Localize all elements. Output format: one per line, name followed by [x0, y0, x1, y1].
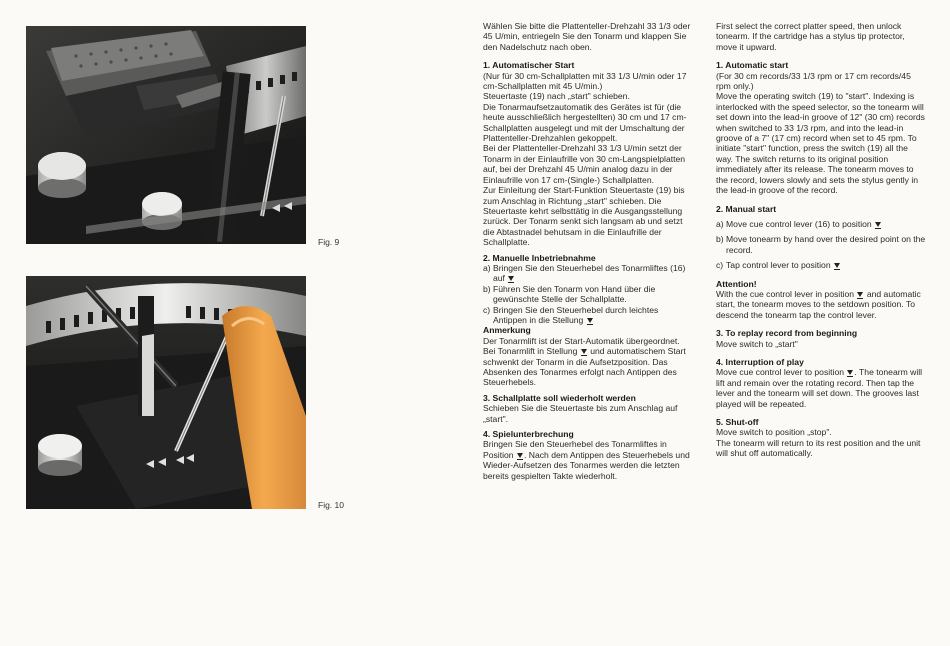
- section-heading: 3. To replay record from beginning: [716, 328, 858, 339]
- list-text: Move tonearm by hand over the desired point on the record.: [726, 234, 926, 255]
- list-item: [483, 305, 693, 326]
- paragraph: (For 30 cm records/33 1/3 rpm or 17 cm records/45 rpm only.): [716, 70, 911, 92]
- list-text: Führen Sie den Tonarm von Hand über die gewünschte Stelle der Schallplatte.: [493, 283, 656, 305]
- lever-down-icon: [508, 276, 514, 282]
- paragraph-text: Bringen Sie den Steuerhebel des Tonarmliftes in Position: [483, 439, 667, 460]
- paragraph-text: und automatischem Start schwenkt der Tonarm in die Aufsetzposition. Das Absenken des Tonarmes erfolgt nach Antippen des Steuerhebels.: [483, 346, 686, 388]
- lever-down-icon: [847, 370, 853, 376]
- paragraph: Zur Einleitung der Start-Funktion Steuertaste (19) bis zum Anschlag in Richtung „start" schieben. Die Steuertaste kehrt selbsttätig in die Ausgangsstellung zurück. Der Tonarm senkt sich langsam ab und setzt die Abtastnadel behutsam in die Einlaufrille der Schallplatte.: [483, 185, 685, 248]
- list-text: Bringen Sie den Steuerhebel durch leichtes Antippen in die Stellung: [493, 304, 659, 325]
- list-item: [716, 260, 926, 270]
- paragraph-text: and automatic start, the tonearm moves to the setdown position. To descend the tonearm tap the control lever.: [716, 288, 921, 320]
- list-item: [483, 284, 693, 305]
- list-item: [483, 263, 693, 284]
- section-heading: 5. Shut-off: [716, 417, 759, 427]
- section-heading: Anmerkung: [483, 325, 531, 336]
- section-heading: 1. Automatischer Start: [483, 60, 575, 71]
- english-column: [716, 21, 926, 459]
- lever-down-icon: [857, 292, 863, 298]
- lever-down-icon: [517, 453, 523, 459]
- lever-down-icon: [587, 318, 593, 324]
- paragraph: [716, 289, 926, 320]
- fig9-photo: [26, 26, 306, 244]
- paragraph: Move switch to position „stop".: [716, 427, 832, 438]
- section-heading: 2. Manuelle Inbetriebnahme: [483, 252, 596, 263]
- list-marker: b): [483, 283, 491, 294]
- lever-down-icon: [581, 349, 587, 355]
- list-item: [716, 234, 926, 255]
- list-text: Move cue control lever (16) to position: [726, 218, 872, 229]
- section-heading: 3. Schallplatte soll wiederholt werden: [483, 392, 636, 403]
- paragraph: Move the operating switch (19) to "start". Indexing is interlocked with the speed selector, so the tonearm will set down into the lead-in groove of 12" (30 cm) records when switched to 33 1/3 rpm, and into the lead-in groove of a 7" (17 cm) record when set to 45 rpm. To initiate "start" function, press the switch (19) all the way. The switch returns to its original position immediately after its release. The tonearm moves to the record, lowers slowly and sets the stylus gently in the lead-in groove of the record.: [716, 91, 925, 196]
- paragraph: Schieben Sie die Steuertaste bis zum Anschlag auf „start".: [483, 403, 678, 424]
- list-marker: a): [483, 262, 491, 273]
- fig10-photo: [26, 276, 306, 509]
- paragraph: Steuertaste (19) nach „start" schieben.: [483, 91, 630, 102]
- paragraph-text: . The tonearm will lift and remain over the rotating record. Then tap the lever and the tonearm will set down. The grooves last played will be repeated.: [716, 367, 923, 409]
- paragraph: (Nur für 30 cm-Schallplatten mit 33 1/3 U/min oder 17 cm-Schallplatten mit 45 U/min.): [483, 70, 687, 92]
- paragraph: [483, 439, 693, 481]
- paragraph: [716, 367, 926, 409]
- list-item: [716, 219, 926, 229]
- figure-caption: Fig. 9: [318, 237, 340, 247]
- lever-down-icon: [834, 263, 840, 269]
- section-heading: 2. Manual start: [716, 203, 777, 214]
- list-text: Tap control lever to position: [726, 260, 831, 271]
- paragraph-text: Move cue control lever to position: [716, 367, 845, 378]
- section-heading: 4. Interruption of play: [716, 356, 804, 367]
- intro-text: Wählen Sie bitte die Plattenteller-Drehzahl 33 1/3 oder 45 U/min, entriegeln Sie den Tonarm und klappen Sie den Nadelschutz nach oben.: [483, 21, 691, 52]
- paragraph: Bei der Plattenteller-Drehzahl 33 1/3 U/min setzt der Tonarm in der Einlaufrille von 30 cm-Langspielplatten auf, bei der Drehzahl 45 U/min analog dazu in der Einlaufrille von 17 cm-(Single-) Schallplatten.: [483, 143, 686, 185]
- section-heading: 1. Automatic start: [716, 60, 789, 71]
- list-marker: c): [716, 260, 724, 271]
- intro-text: First select the correct platter speed, then unlock tonearm. If the cartridge has a stylus tip protector, move it upward.: [716, 21, 905, 52]
- paragraph-text: . Nach dem Antippen des Steuerhebels und Wieder-Aufsetzen des Tonarmes werden die letzten bereits gespielten Takte wiederholt.: [483, 449, 690, 481]
- paragraph-text: Der Tonarmlift ist der Start-Automatik übergeordnet. Bei Tonarmlift in Stellung: [483, 335, 680, 357]
- paragraph-text: With the cue control lever in position: [716, 288, 855, 299]
- paragraph: Die Tonarmaufsetzautomatik des Gerätes ist für (die heute ausschließlich hergestellten) 30 cm und 17 cm-Schallplatten ausgelegt und mit der Umschaltung der Plattenteller-Drehzahlen gekoppelt.: [483, 101, 687, 144]
- figure-caption: Fig. 10: [318, 500, 344, 510]
- paragraph: [483, 336, 693, 388]
- german-column: [483, 21, 693, 481]
- list-marker: c): [483, 304, 491, 315]
- paragraph: The tonearm will return to its rest position and the unit will shut off automatically.: [716, 437, 921, 459]
- list-text: Bringen Sie den Steuerhebel des Tonarmliftes (16) auf: [493, 262, 686, 284]
- paragraph: Move switch to „start": [716, 338, 798, 349]
- lever-down-icon: [875, 222, 881, 228]
- list-marker: a): [716, 218, 724, 229]
- section-heading: 4. Spielunterbrechung: [483, 429, 574, 440]
- list-marker: b): [716, 234, 724, 245]
- section-heading: Attention!: [716, 278, 757, 289]
